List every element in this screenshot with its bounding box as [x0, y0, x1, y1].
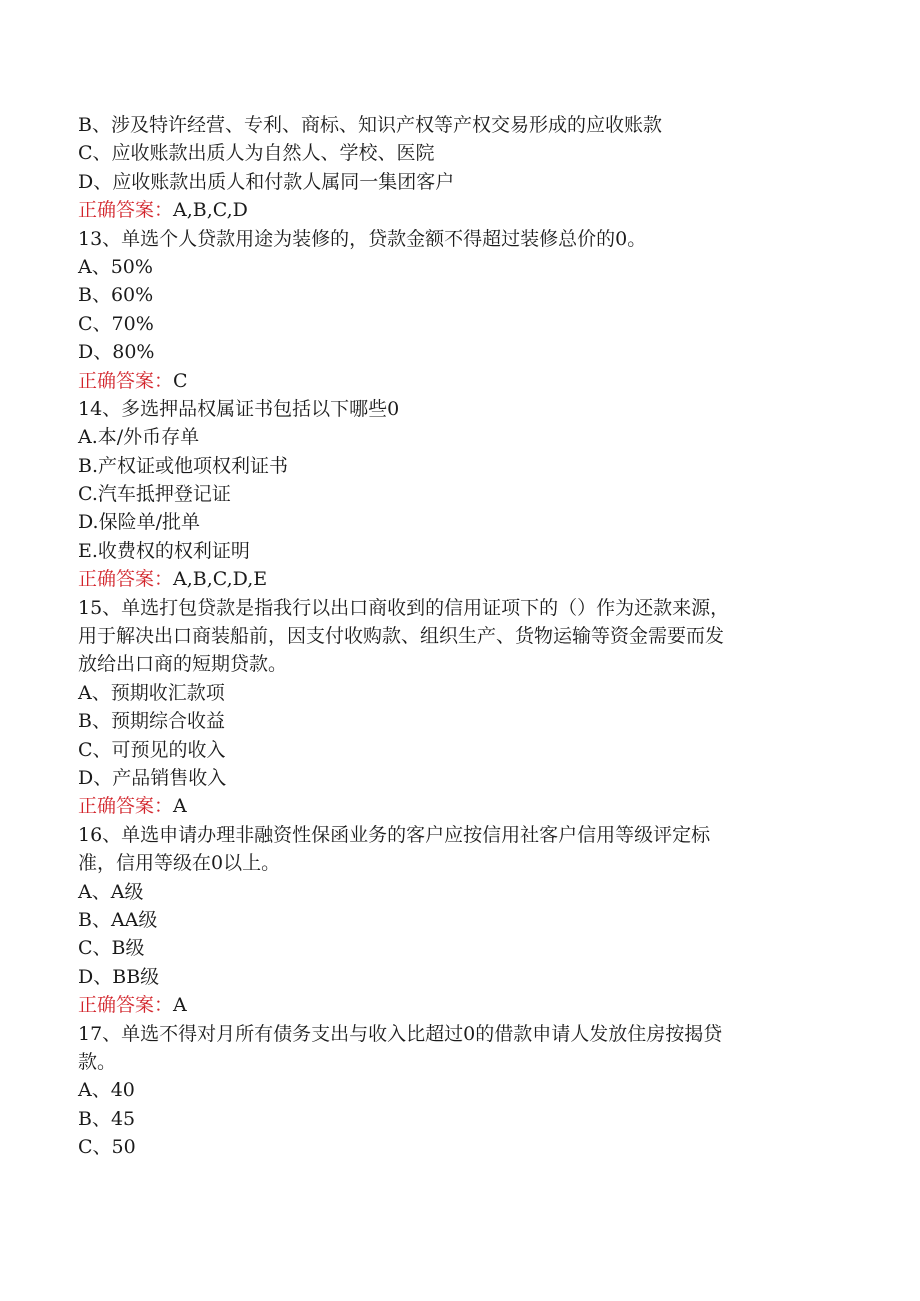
- option-d: D、应收账款出质人和付款人属同一集团客户: [78, 170, 455, 193]
- answer-label: 正确答案：: [78, 199, 174, 222]
- answer-value: A: [173, 994, 187, 1017]
- option-a: A、预期收汇款项: [78, 681, 225, 704]
- answer-line: [78, 367, 838, 395]
- option-a: A、40: [78, 1079, 135, 1102]
- option-b: B、涉及特许经营、专利、商标、知识产权等产权交易形成的应收账款: [78, 114, 662, 136]
- answer-value: C: [173, 369, 188, 392]
- document-page: [78, 111, 838, 1161]
- question-14: [78, 395, 838, 594]
- answer-value: A: [173, 795, 187, 818]
- option-b: B.产权证或他项权利证书: [78, 454, 289, 477]
- question-text-line-2: 款。: [78, 1050, 117, 1073]
- option-c: C、应收账款出质人为自然人、学校、医院: [78, 142, 435, 165]
- question-text-line-3: 放给出口商的短期贷款。: [78, 653, 288, 676]
- option-e: E.收费权的权利证明: [78, 539, 250, 562]
- option-d: D、产品销售收入: [78, 766, 227, 789]
- answer-label: 正确答案：: [78, 568, 174, 591]
- question-12-tail: [78, 111, 838, 225]
- question-text-line-2: 准，信用等级在0以上。: [78, 852, 281, 875]
- option-a: A.本/外币存单: [78, 426, 200, 449]
- question-13: [78, 225, 838, 395]
- option-c: C、B级: [78, 937, 145, 960]
- answer-label: 正确答案：: [78, 369, 174, 392]
- question-text-line-1: 17、单选不得对月所有债务支出与收入比超过0的借款申请人发放住房按揭贷: [78, 1022, 723, 1045]
- option-a: A、A级: [78, 880, 144, 903]
- answer-line: [78, 792, 838, 820]
- option-c: C、50: [78, 1136, 136, 1159]
- question-text-line-1: 15、单选打包贷款是指我行以出口商收到的信用证项下的（）作为还款来源，: [78, 596, 730, 619]
- option-c: C、70%: [78, 312, 154, 335]
- answer-value: A,B,C,D,E: [173, 568, 268, 591]
- option-d: D、80%: [78, 341, 155, 364]
- option-b: B、45: [78, 1107, 136, 1130]
- option-b: B、AA级: [78, 908, 158, 931]
- option-d: D.保险单/批单: [78, 511, 200, 534]
- question-17: [78, 1020, 838, 1162]
- question-16: [78, 821, 838, 1020]
- answer-line: [78, 196, 838, 224]
- question-text-line-2: 用于解决出口商装船前，因支付收购款、组织生产、货物运输等资金需要而发: [78, 625, 725, 648]
- question-text: 14、多选押品权属证书包括以下哪些0: [78, 397, 400, 420]
- option-c: C.汽车抵押登记证: [78, 483, 231, 506]
- answer-line: [78, 991, 838, 1019]
- answer-label: 正确答案：: [78, 795, 174, 818]
- option-b: B、预期综合收益: [78, 710, 225, 733]
- question-15: [78, 594, 838, 821]
- option-c: C、可预见的收入: [78, 738, 226, 761]
- question-text-line-1: 16、单选申请办理非融资性保函业务的客户应按信用社客户信用等级评定标: [78, 823, 711, 846]
- option-a: A、50%: [78, 255, 153, 278]
- option-d: D、BB级: [78, 965, 160, 988]
- answer-value: A,B,C,D: [173, 199, 248, 222]
- answer-label: 正确答案：: [78, 994, 174, 1017]
- question-text: 13、单选个人贷款用途为装修的，贷款金额不得超过装修总价的0。: [78, 227, 647, 250]
- option-b: B、60%: [78, 284, 154, 307]
- answer-line: [78, 565, 838, 593]
